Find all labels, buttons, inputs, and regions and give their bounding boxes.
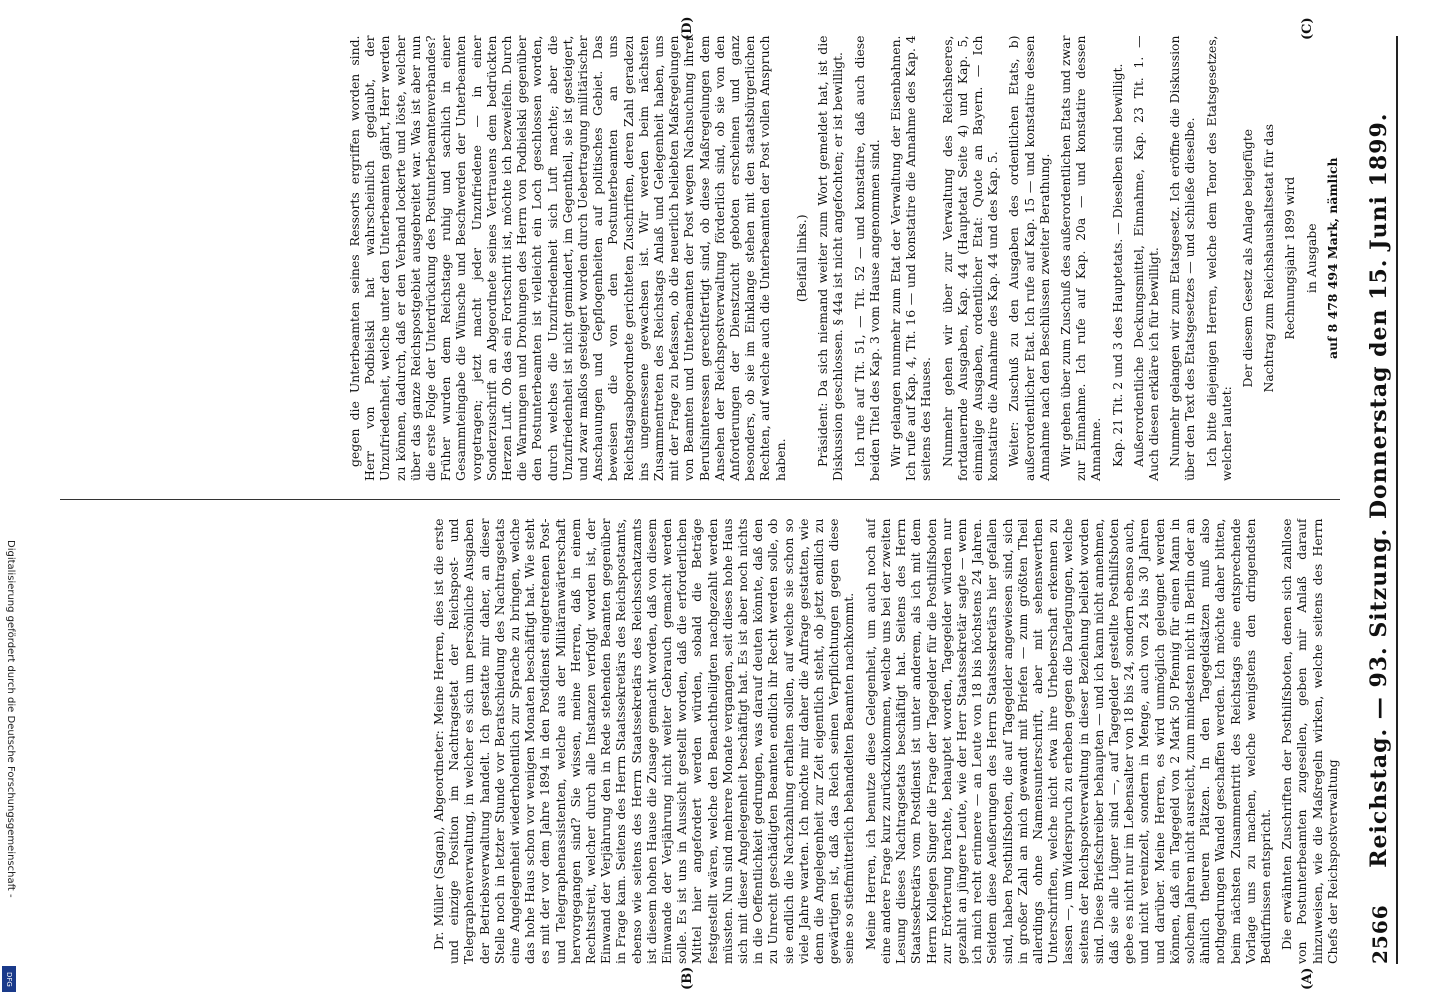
right-paragraph: Nunmehr gehen wir über zur Verwaltung des Reichsheeres, fortdauernde Ausgaben, Kap. 44 (Hauptetat Seite 4) und Kap. 5, einmalige Ausgaben, ordentlicher Etat: Quote an Bayern. — Ich konstatire die Annahme des Kap. 44 und des Kap. 5. xyxy=(939,36,1001,482)
margin-marker-c: (C) xyxy=(1300,17,1315,40)
column-divider xyxy=(60,500,1340,501)
right-paragraph: Weiter: Zuschuß zu den Ausgaben des ordentlichen Etats, b) außerordentlicher Etat. Ich rufe auf Kap. 15 — und konstatire dessen Annahme nach den Beschlüssen zweiter Berathung. xyxy=(1006,36,1052,482)
left-paragraph: Meine Herren, ich benutze diese Gelegenheit, um auch noch auf eine andere Frage kurz zurückzukommen, welche uns bei der zweiten Lesung dieses Nachtragsetats beschäftigt hat. Seitens des Herrn Staatssekretärs vom Postdienst ist unter anderem, als ich mit dem Herrn Kollegen Singer die Frage der Tagegelder für die Posthilfsboten zur Erörterung brachte, behauptet worden, Tagegelder würden nur gezahlt an jüngere Leute, wie der Herr Staatssekretär sagte — wenn ich mich recht erinnere — an Leute von 18 bis höchstens 24 Jahren. Seitdem diese Aeußerungen des Herrn Staatssekretärs hier gefallen sind, haben Posthilfsboten, die auf Tagegelder angewiesen sind, sich in großer Zahl an mich gewandt mit Briefen — zum größten Theil allerdings ohne Namensunterschrift, aber mit sehenswerthen Unterschriften, welche nicht etwa ihre Urheberschaft erkennen zu lassen —, um Widerspruch zu erheben gegen die Darlegungen, welche seitens der Reichspostverwaltung in dieser Beziehung beliebt worden sind. Diese Briefschreiber behaupten — und ich kann nicht annehmen, daß sie alle Lügner sind —, auf Tagegelder gestellte Posthilfsboten gebe es nicht nur im Lebensalter von 18 bis 24, sondern ebenso auch, und nicht vereinzelt, sondern in Menge, auch von 24 bis 30 Jahren und darüber. Meine Herren, es wird unmöglich geleugnet werden können, daß ein Tagegeld von 2 Mark 50 Pfennig für einen Mann in solchem Jahren nicht ausreicht, zum mindesten nicht in Berlin oder an ähnlich theuren Plätzen. In den Tagegeldsätzen muß also nothgedrungen Wandel geschaffen werden. Ich möchte daher bitten, beim nächsten Zusammentritt des Reichstags eine entsprechende Vorlage uns zu machen, welche wenigstens den dringendsten Bedürfnissen entspricht. xyxy=(862,518,1273,964)
right-paragraph: Wir gehen über zum Zuschuß des außerordentlichen Etats und zwar zur Einnahme. Ich rufe auf Kap. 20a — und konstatire dessen Annahme. xyxy=(1057,36,1104,482)
quote-line: Rechnungsjahr 1899 wird xyxy=(1282,177,1298,341)
right-paragraph: Außerordentliche Deckungsmittel, Einnahme, Kap. 23 Tit. 1. — Auch diesen erkläre ich für bewilligt. xyxy=(1130,36,1161,482)
left-paragraph: Die erwähnten Zuschriften der Posthilfsboten, denen sich zahllose von Postunterbeamten zugesellen, geben mir Anlaß darauf hinzuweisen, wie die Maßregeln wirken, welche seitens des Herrn Chefs der Reichspostverwaltung xyxy=(1279,518,1340,964)
left-column-inner xyxy=(431,519,1340,965)
margin-marker-b: (B) xyxy=(680,966,695,990)
right-column-inner xyxy=(347,36,1340,482)
funding-note: Digitalisierung gefördert durch die Deutsche Forschungsgemeinschaft - xyxy=(5,540,16,898)
quote-amount: auf 8 478 494 Mark, nämlich xyxy=(1324,157,1340,360)
dfg-logo-icon: DFG xyxy=(2,966,16,992)
left-paragraph: Dr. Müller (Sagan), Abgeordneter: Meine Herren, dies ist die erste und einzige Position im Nachtragsetat der Reichspost- und Telegraphenverwaltung, in welcher es sich um persönliche Ausgaben der Betriebsverwaltung handelt. Ich gestatte mir daher, an dieser Stelle noch in letzter Stunde vor Beratschiedung des Nachtragsetats eine Angelegenheit wiederholentlich zur Sprache zu bringen, welche das hohe Haus schon vor wenigen Monaten beschäftigt hat. Wie steht es mit der vor dem Jahre 1894 in den Postdienst eingetretenen Post- und Telegraphenassistenten, welche aus der Militäranwärterschaft hervorgegangen sind? Sie wissen, meine Herren, daß in einem Rechtsstreit, welcher durch alle Instanzen verfolgt worden ist, der Einwand der Verjährung den in Rede stehenden Beamten gegenüber in Frage kam. Seitens des Herrn Staatssekretärs des Reichspostamts, ebenso wie seitens des Herrn Staatssekretärs des Reichsschatzamts ist diesem hohen Hause die Zusage gemacht worden, daß von diesem Einwande der Verjährung nicht weiter Gebrauch gemacht werden solle. Es ist uns in Aussicht gestellt worden, daß die erforderlichen Mittel hier angefordert werden würden, sobald die Beträge festgestellt wären, welche den Benachtheiligten nachgezahlt werden müssten. Nun sind mehrere Monate vergangen, seit dieses hohe Haus sich mit dieser Angelegenheit beschäftigt hat. Es ist aber noch nichts in die Oeffentlichkeit gedrungen, was darauf deuten könnte, daß den zu Unrecht geschädigten Beamten endlich ihr Recht werden solle, ob sie endlich die Nachzahlung erhalten sollen, auf welche sie schon so viele Jahre warten. Ich möchte mir daher die Anfrage gestatten, wie denn die Angelegenheit zur Zeit eigentlich steht, ob jetzt endlich zu gewärtigen ist, daß das Reich seinen Verpflichtungen gegen diese seine so stiefmütterlich behandelten Beamten nachkommt. xyxy=(431,518,857,964)
right-paragraph: Ich rufe auf Tit. 51, — Tit. 52 — und konstatire, daß auch diese beiden Titel des Kap. 3 vom Hause angenommen sind. xyxy=(851,36,882,482)
margin-marker-a: (A) xyxy=(1300,967,1315,990)
left-column xyxy=(60,519,1340,965)
margin-marker-d: (D) xyxy=(680,16,695,40)
right-paragraph: Nunmehr gelangen wir zum Etatsgesetz. Ich eröffne die Diskussion über den Text des Etatsgesetzes — und schließe dieselbe. xyxy=(1167,36,1198,482)
right-paragraph: Präsident: Da sich niemand weiter zum Wort gemeldet hat, ist die Diskussion geschlossen. § 44a ist nicht angefochten; er ist bewilligt. xyxy=(815,36,846,482)
right-paragraph: Kap. 21 Tit. 2 und 3 des Hauptetats. — Dieselben sind bewilligt. xyxy=(1109,64,1125,468)
text-columns xyxy=(60,36,1340,964)
right-paragraph: Ich bitte diejenigen Herren, welche dem Tenor des Etatsgesetzes, welcher lautet: xyxy=(1203,36,1234,482)
page-header xyxy=(1352,36,1398,964)
applause-note: (Beifall links.) xyxy=(793,214,809,303)
right-paragraph: Wir gelangen nunmehr zum Etat der Verwaltung der Eisenbahnen. Ich rufe auf Kap. 4, Tit. 16 — und konstatire die Annahme des Kap. 4 seitens des Hauses. xyxy=(887,36,934,482)
quote-line: Der diesem Gesetz als Anlage beigefügte xyxy=(1239,129,1255,389)
quote-line: in Ausgabe xyxy=(1303,223,1319,294)
right-column xyxy=(60,36,1340,482)
right-paragraph: gegen die Unterbeamten seines Ressorts ergriffen worden sind. Herr von Podbielski hat wahrscheinlich geglaubt, der Unzufriedenheit, welche unter den Unterbeamten gährt, Herr werden zu können, dadurch, daß er den Verband lockerte und löste, welcher über das ganze Reichspostgebiet ausgebreitet war. Was ist aber nun die erste Folge der Unterdrückung des Postunterbeamtenverbandes? Früher wurden dem Reichstage ruhig und sachlich in einer Gesammteingabe die Wünsche und Beschwerden der Unterbeamten vorgetragen; jetzt macht jeder Unzufriedene — in einer Sonderzuschrift an Abgeordnete seines Vertrauens dem bedrückten Herzen Luft. Ob das ein Fortschritt ist, möchte ich bezweifeln. Durch die Warnungen und Drohungen des Herrn von Podbielski gegenüber den Postunterbeamten ist vielleicht ein Loch geschlossen worden, durch welches die Unzufriedenheit sich Luft machte; aber die Unzufriedenheit ist nicht gemindert, im Gegentheil, sie ist gesteigert, und zwar maßlos gesteigert worden durch Uebertragung militärischer Anschauungen und Gepflogenheiten auf politisches Gebiet. Das beweisen die von den Postunterbeamten an uns Reichstagsabgeordnete gerichteten Zuschriften, deren Zahl geradezu ins ungemessene gewachsen ist. Wir werden beim nächsten Zusammentreten des Reichstags Anlaß und Gelegenheit haben, uns mit der Frage zu befassen, ob die neuerlich beliebten Maßregelungen von Beamten und Unterbeamten der Post wegen Nachsuchung ihrer Berufsinteressen gerechtfertigt sind, ob diese Maßregelungen dem Ansehen der Reichspostverwaltung förderlich sind, ob sie von den Anforderungen der Dienstzucht geboten erscheinen und ganz besonders, ob sie im Einklange stehen mit den staatsbürgerlichen Rechten, auf welche auch die Unterbeamten der Post vollen Anspruch haben. xyxy=(347,36,788,482)
page-number: 2566 xyxy=(1368,904,1392,964)
page-title: Reichstag. — 93. Sitzung. Donnerstag den 15. Juni 1899. xyxy=(1366,112,1392,868)
quote-line: Nachtrag zum Reichshaushaltsetat für das xyxy=(1261,124,1277,394)
